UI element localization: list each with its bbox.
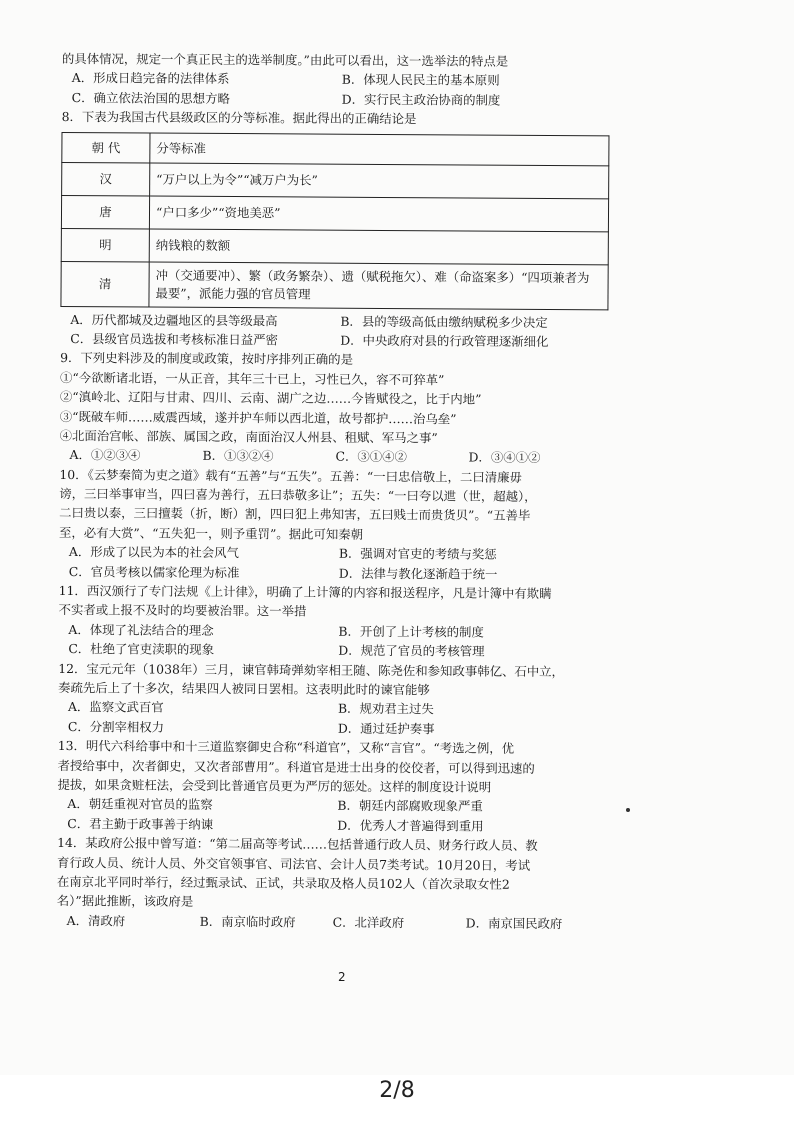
q14-option-b: B．南京临时政府 [199, 913, 296, 930]
q14-option-d: D．南京国民政府 [465, 915, 563, 931]
q10-line-2: 谤，三曰举事审当，四曰喜为善行，五曰恭敬多让”；五失：“一曰夸以迣（世，超越）， [59, 486, 537, 504]
q8-option-b: B．县的等级高低由缴纳赋税多少决定 [340, 313, 548, 330]
table-header-row [62, 132, 609, 165]
table-cell-dynasty: 清 [61, 261, 149, 307]
q10-option-b: B．强调对官吏的考绩与奖惩 [338, 545, 497, 562]
q9-option-b: B．①③②④ [202, 448, 274, 464]
q11-option-c: C．杜绝了官吏渎职的现象 [68, 641, 215, 658]
q13-option-a: A．朝廷重视对官员的监察 [67, 796, 213, 813]
table-row [61, 195, 608, 231]
table-cell-dynasty: 唐 [61, 195, 149, 229]
q10-option-d: D．法律与教化逐渐趋于统一 [338, 565, 498, 582]
table-cell-standard: “户口多少”“资地美恶” [149, 196, 608, 232]
q12-option-d: D．通过廷护奏事 [337, 720, 435, 737]
q12-option-c: C．分割宰相权力 [67, 718, 165, 735]
table-header-standard: 分等标准 [150, 133, 609, 166]
q12-option-a: A．监察文武百官 [67, 699, 164, 716]
q13-option-c: C．君主勤于政事善于纳谏 [67, 815, 214, 832]
q14-line-4: 名）”据此推断，该政府是 [56, 893, 194, 910]
q14-line-2: 育行政人员、统计人员、外交官领事官、司法官、会计人员7类考试。10月20日，考试 [56, 854, 531, 873]
q12-line-1: 12．宝元元年（1038年）三月，谏官韩琦弹劾宰相王随、陈尧佐和参知政事韩亿、石中立， [58, 660, 565, 679]
table-row [61, 261, 608, 309]
q14-line-3: 在南京北平同时举行，经过甄录试、正试，共录取及格人员102人（首次录取女性2 [56, 873, 510, 892]
q14-option-a: A．清政府 [66, 912, 126, 929]
table-cell-standard: 冲（交通要冲）、繁（政务繁杂）、遗（赋税拖欠）、难（命盗案多）“四项兼者为最要”，派能力强的官员管理 [149, 262, 608, 310]
q7-stem-tail: 的具体情况，规定一个真正民主的选举制度。”由此可以看出，这一选举法的特点是 [61, 50, 509, 69]
q8-stem: 8．下表为我国古代县级政区的分等标准。据此得出的正确结论是 [61, 109, 417, 127]
table-header-dynasty: 朝 代 [62, 132, 150, 163]
q7-option-b: B．体现人民民主的基本原则 [341, 72, 500, 89]
q11-line-2: 不实者或上报不及时的均要被治罪。这一举措 [58, 602, 307, 619]
q10-option-a: A．形成了以民为本的社会风气 [68, 544, 240, 561]
table-row [61, 228, 608, 264]
q11-option-b: B．开创了上计考核的制度 [338, 623, 484, 640]
q12-option-b: B．规劝君主过失 [337, 701, 434, 717]
q8-option-d: D．中央政府对县的行政管理逐渐细化 [340, 332, 549, 349]
q14-option-c: C．北洋政府 [332, 914, 405, 930]
q9-option-d: D．③④①② [468, 449, 541, 466]
table-cell-standard: “万户以上为令”“减万户为长” [150, 163, 609, 199]
q13-option-b: B．朝廷内部腐败现象严重 [337, 798, 483, 814]
q14-line-1: 14．某政府公报中曾写道：“第二届高等考试……包括普通行政人员、财务行政人员、教 [57, 835, 538, 854]
table-cell-standard: 纳钱粮的数额 [149, 229, 608, 265]
q13-line-3: 提拔，如果贪赃枉法，会受到比普通官员更为严厉的惩处。这样的制度设计说明 [57, 776, 492, 795]
q11-option-a: A．体现了礼法结合的理念 [68, 621, 214, 638]
q8-option-c: C．县级官员选拔和考核标准日益严密 [70, 331, 279, 348]
q13-line-1: 13．明代六科给事中和十三道监察御史合称“科道官”，又称“言官”。“考选之例，优 [57, 738, 515, 756]
q8-option-a: A．历代都城及边疆地区的县等级最高 [70, 311, 278, 328]
q9-item-4: ④北面治宫帐、部族、属国之政，南面治汉人州县、租赋、军马之事” [59, 427, 438, 446]
q9-option-a: A．①②③④ [69, 447, 141, 463]
q9-item-3: ③“既破车师……威震西域，遂并护车师以西北道，故号都护……治乌垒” [59, 408, 457, 426]
q9-option-c: C．③①④② [335, 448, 408, 465]
q10-line-4: 至，必有大赏”、“五失犯一，则予重罚”。据此可知秦朝 [59, 524, 364, 542]
q10-line-1: 10．《云梦秦简为吏之道》载有“五善”与“五失”。五善：“一曰忠信敬上，二曰清廉毋 [59, 466, 522, 485]
q7-option-c: C．确立依法治国的思想方略 [71, 89, 230, 106]
q11-option-d: D．规范了官员的考核管理 [338, 642, 485, 659]
exam-content [57, 50, 622, 934]
page-indicator: 2/8 [379, 1078, 415, 1103]
q7-option-d: D．实行民主政治协商的制度 [341, 91, 501, 108]
page-number: 2 [338, 970, 346, 984]
q9-item-1: ①“今欲断诸北语，一从正音，其年三十已上，习性已久，容不可猝革” [59, 369, 445, 388]
table-row [62, 162, 609, 198]
q10-line-3: 二曰贵以泰，三曰擅裚（折，断）割，四曰犯上弗知害，五曰贱士而贵货贝”。“五善毕 [59, 505, 531, 524]
q12-line-2: 奏疏先后上了十多次，结果四人被同日罢相。这表明此时的谏官能够 [58, 679, 430, 698]
q10-option-c: C．官员考核以儒家伦理为标准 [68, 563, 240, 580]
q11-line-1: 11．西汉颁行了专门法规《上计律》，明确了上计簿的内容和报送程序，凡是计簿中有欺瞒 [58, 583, 552, 602]
table-cell-dynasty: 明 [61, 228, 149, 262]
q8-table [60, 132, 609, 310]
q9-item-2: ②“滇岭北、辽阳与甘肃、四川、云南、湖广之边……今皆赋役之，比于内地” [59, 389, 482, 407]
scan-speck [626, 808, 630, 812]
q7-option-a: A．形成日趋完备的法律体系 [71, 70, 230, 87]
table-cell-dynasty: 汉 [62, 162, 150, 196]
q9-stem: 9．下列史料涉及的制度或政策，按时序排列正确的是 [60, 350, 354, 368]
q13-option-d: D．优秀人才普遍得到重用 [337, 817, 484, 834]
q14-options [57, 912, 617, 935]
q13-line-2: 者授给事中，次者御史，又次者部曹用”。科道官是进士出身的佼佼者，可以得到迅速的 [57, 757, 535, 776]
